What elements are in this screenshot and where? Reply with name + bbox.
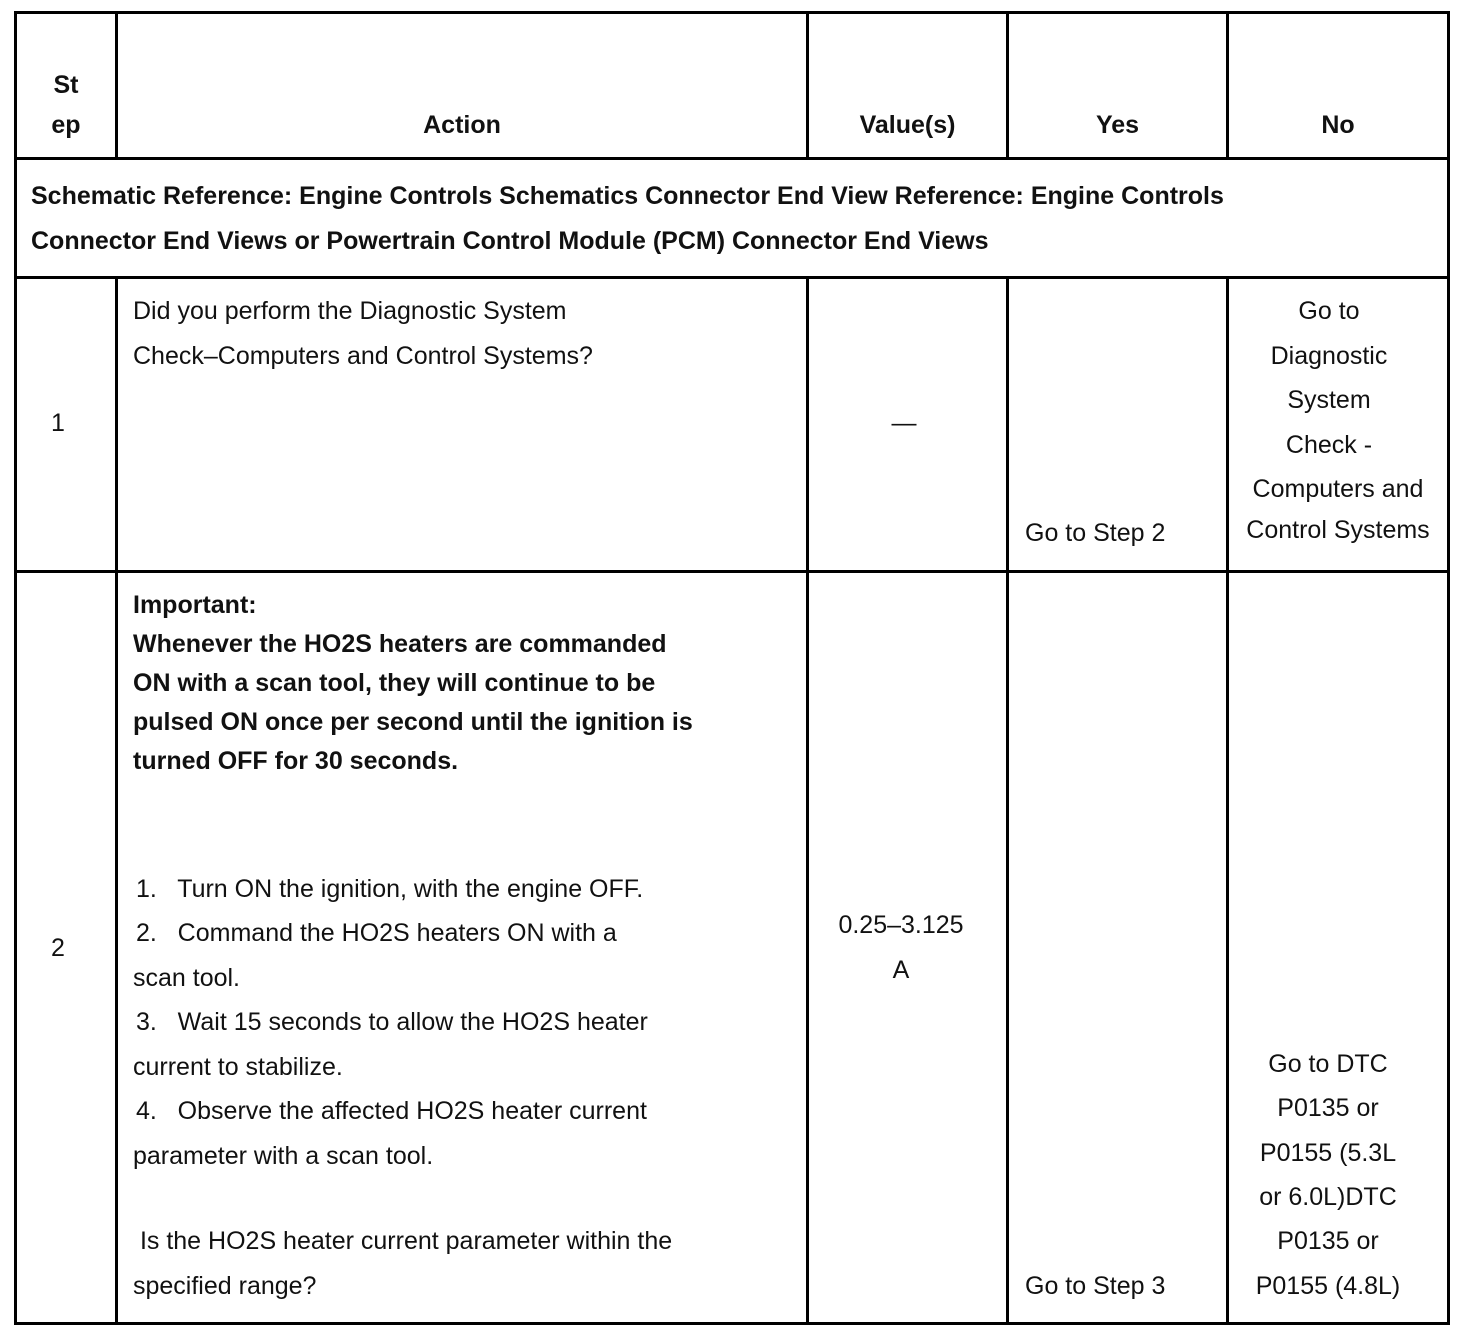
important-note-line: ON with a scan tool, they will continue to be (133, 669, 656, 697)
no-link-line[interactable]: or 6.0L)DTC (1259, 1183, 1397, 1211)
procedure-step: 3. Wait 15 seconds to allow the HO2S heater (136, 1008, 648, 1036)
table-border-top (14, 11, 1450, 14)
procedure-step-continuation: parameter with a scan tool. (133, 1142, 434, 1170)
question-line: Is the HO2S heater current parameter within the (133, 1227, 673, 1255)
important-note-line: pulsed ON once per second until the ignition is (133, 708, 693, 736)
column-divider-step (115, 276, 118, 1325)
procedure-step: 1. Turn ON the ignition, with the engine OFF. (136, 875, 644, 903)
header-values: Value(s) (859, 111, 956, 139)
no-link-line[interactable]: P0135 or (1277, 1094, 1379, 1122)
no-link-line[interactable]: Go to (1298, 297, 1360, 325)
header-step-line-1: St (53, 71, 79, 99)
column-divider-values (1006, 276, 1009, 1325)
value-text-line: A (892, 956, 910, 984)
table-border-reference-bottom (14, 276, 1450, 279)
table-border-bottom (14, 1322, 1450, 1325)
action-text-line: Check–Computers and Control Systems? (133, 342, 593, 370)
table-border-left (14, 11, 17, 1325)
table-border-row1-bottom (14, 570, 1450, 573)
header-no: No (1321, 111, 1355, 139)
procedure-step-continuation: current to stabilize. (133, 1053, 343, 1081)
no-link-line[interactable]: Computers and (1252, 475, 1424, 503)
value-text: — (891, 409, 917, 437)
header-yes: Yes (1095, 111, 1140, 139)
important-label: Important: (133, 591, 257, 619)
table-border-header-bottom (14, 157, 1450, 160)
schematic-reference-line-1: Schematic Reference: Engine Controls Schematics Connector End View Reference: Engine Controls (31, 182, 1224, 210)
no-link-line[interactable]: P0135 or (1277, 1227, 1379, 1255)
no-link-line[interactable]: Diagnostic (1270, 342, 1388, 370)
yes-link[interactable]: Go to Step 3 (1025, 1272, 1166, 1300)
question-line: specified range? (133, 1272, 317, 1300)
procedure-step: 2. Command the HO2S heaters ON with a (136, 919, 617, 947)
no-link-line[interactable]: Control Systems (1246, 516, 1430, 544)
no-link-line[interactable]: P0155 (5.3L (1259, 1139, 1397, 1167)
header-step-line-2: ep (51, 111, 81, 139)
yes-link[interactable]: Go to Step 2 (1025, 519, 1166, 547)
no-link-line[interactable]: Check - (1285, 431, 1373, 459)
important-note-line: turned OFF for 30 seconds. (133, 747, 459, 775)
no-link-line[interactable]: Go to DTC (1268, 1050, 1388, 1078)
procedure-step: 4. Observe the affected HO2S heater current (136, 1097, 647, 1125)
no-link-line[interactable]: System (1287, 386, 1371, 414)
important-note-line: Whenever the HO2S heaters are commanded (133, 630, 667, 658)
step-number: 2 (51, 934, 65, 962)
schematic-reference-line-2: Connector End Views or Powertrain Control Module (PCM) Connector End Views (31, 227, 989, 255)
step-number: 1 (51, 409, 65, 437)
procedure-step-continuation: scan tool. (133, 964, 241, 992)
value-text-line: 0.25–3.125 (838, 911, 964, 939)
action-text-line: Did you perform the Diagnostic System (133, 297, 567, 325)
header-action: Action (423, 111, 501, 139)
no-link-line[interactable]: P0155 (4.8L) (1255, 1272, 1401, 1300)
table-border-right (1447, 11, 1450, 1325)
